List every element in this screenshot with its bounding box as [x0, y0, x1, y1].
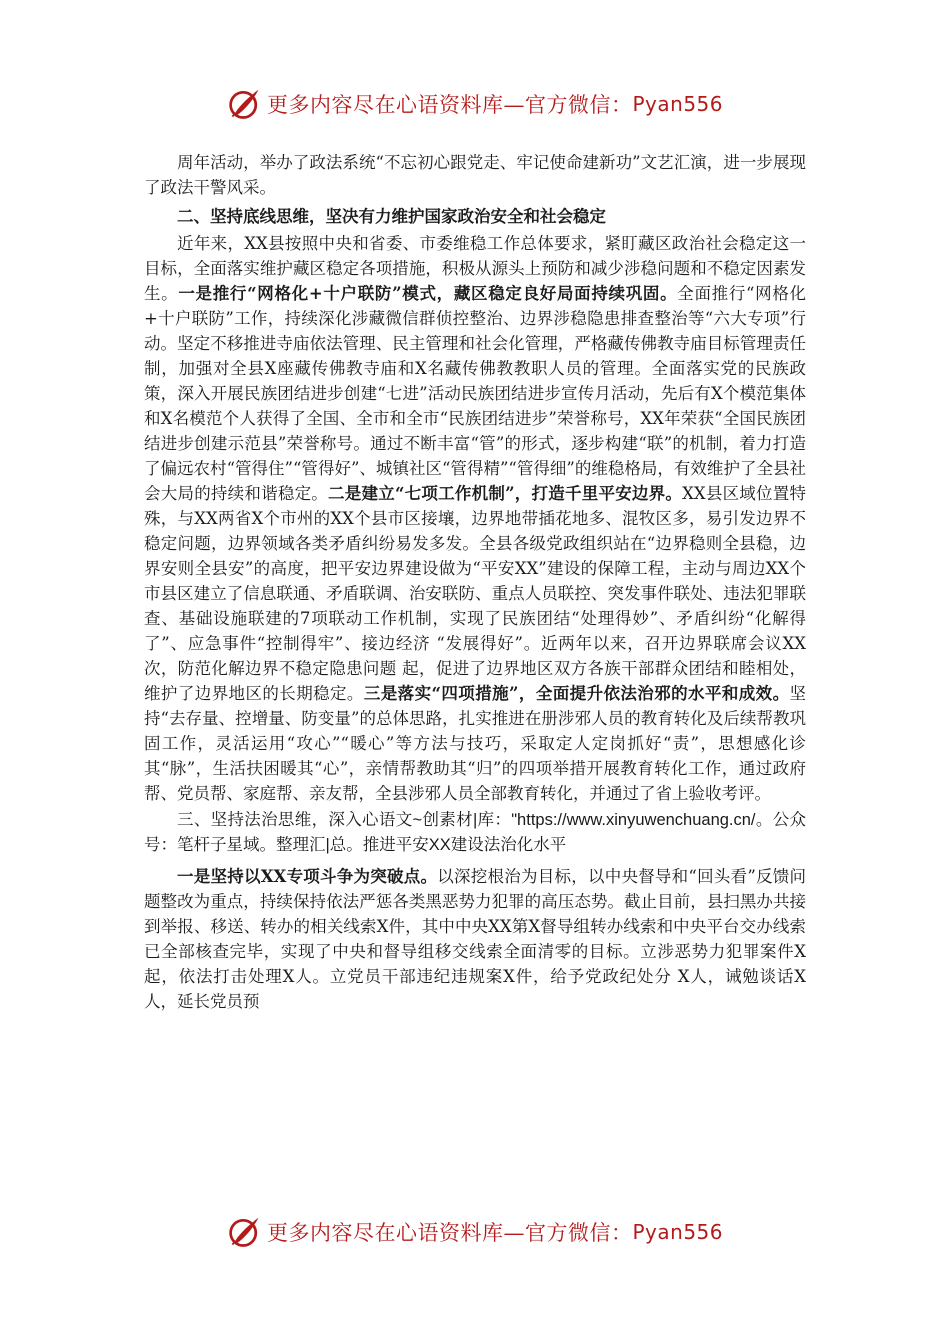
paragraph-continuation: 周年活动，举办了政法系统“不忘初心跟党走、牢记使命建新功”文艺汇演，进一步展现了政法干警风采。: [144, 153, 806, 197]
banner-text: 更多内容尽在心语资料库—官方微信：: [266, 93, 633, 117]
footer-banner: [0, 1212, 950, 1252]
brush-logo-icon: [227, 1214, 263, 1250]
section-heading-3: 三、坚持法治思维，深入心语文~创素材|库："https://www.xinyuwenchuang.cn/。公众号：笔杆子星域。整理汇|总。推进平安XX建设法治化水平: [144, 811, 806, 854]
section-3-paragraph: [144, 864, 806, 1014]
bold-point-1: 一是推行“网格化+十户联防”模式，藏区稳定良好局面持续巩固。: [178, 284, 678, 303]
bold-point-2: 二是建立“七项工作机制”，打造千里平安边界。: [328, 484, 683, 503]
banner-wechat-id: Pyan556: [632, 1220, 723, 1244]
para-text: XX县区域位置特殊，与XX两省X个市州的XX个县市区接壤，边界地带插花地多、混牧区多，易引发边界不稳定问题，边界领域各类矛盾纠纷易发多发。全县各级党政组织站在“边界稳则全县稳，边界安则全县安”的高度，把平安边界建设做为“平安XX”建设的保障工程，主动与周边XX个市县区建立了信息联通、矛盾联调、治安联防、重点人员联控、突发事件联处、违法犯罪联查、基础设施联建的7项联动工作机制，实现了民族团结“处理得妙”、矛盾纠纷“化解得了”、应急事件“控制得牢”、接边经济 “发展得好”。近两年以来，召开边界联席会议XX次，防范化解边界不稳定隐患问题 起，促进了边界地区双方各族干部群众团结和睦相处，维护了边界地区的长期稳定。: [144, 484, 807, 703]
banner-wechat-id: Pyan556: [632, 92, 723, 116]
document-body: [144, 150, 806, 1014]
bold-point-4: 一是坚持以XX专项斗争为突破点。: [177, 867, 438, 886]
brush-logo-icon: [227, 86, 263, 122]
banner-text: 更多内容尽在心语资料库—官方微信：: [266, 1221, 633, 1245]
para-text: 近年来，XX县按照中央和省委、市委维稳工作总体要求，紧盯藏区政治社会稳定这一目标，全面落实维护藏区稳定各项措施，积极从源头上预防和减少涉稳问题和不稳定因素发生。: [144, 234, 806, 303]
header-banner: [0, 84, 950, 124]
para-text: 以深挖根治为目标，以中央督导和“回头看”反馈问题整改为重点，持续保持依法严惩各类黑恶势力犯罪的高压态势。截止目前，县扫黑办共接到举报、移送、转办的相关线索X件，其中中央XX第X督导组转办线索和中央平台交办线索已全部核查完毕，实现了中央和督导组移交线索全面清零的目标。立涉恶势力犯罪案件X起，依法打击处理X人。立党员干部违纪违规案X件，给予党政纪处分 X人，诫勉谈话X人，延长党员预: [144, 867, 806, 1011]
section-2-paragraph: [144, 231, 806, 806]
para-text: 坚持“去存量、控增量、防变量”的总体思路，扎实推进在册涉邪人员的教育转化及后续帮教巩固工作，灵活运用“攻心”“暖心”等方法与技巧，采取定人定岗抓好“责”，思想感化诊其“脉”，生活扶困暖其“心”，亲情帮教助其“归”的四项举措开展教育转化工作，通过政府帮、党员帮、家庭帮、亲友帮，全县涉邪人员全部教育转化，并通过了省上验收考评。: [144, 684, 807, 803]
bold-point-3: 三是落实“四项措施”，全面提升依法治邪的水平和成效。: [363, 684, 790, 703]
section-heading-2: 二、坚持底线思维，坚决有力维护国家政治安全和社会稳定: [177, 207, 606, 226]
para-text: 全面推行“网格化+十户联防”工作，持续深化涉藏微信群侦控整治、边界涉稳隐患排查整治等“六大专项”行动。坚定不移推进寺庙依法管理、民主管理和社会化管理，严格藏传佛教寺庙目标管理责任制，加强对全县X座藏传佛教寺庙和X名藏传佛教教职人员的管理。全面落实党的民族政策，深入开展民族团结进步创建“七进”活动民族团结进步宣传月活动，先后有X个模范集体和X名模范个人获得了全国、全市和全市“民族团结进步”荣誉称号，XX年荣获“全国民族团结进步创建示范县”荣誉称号。通过不断丰富“管”的形式，逐步构建“联”的机制，着力打造了偏远农村“管得住”“管得好”、城镇社区“管得精”“管得细”的维稳格局，有效维护了全县社会大局的持续和谐稳定。: [144, 284, 807, 503]
